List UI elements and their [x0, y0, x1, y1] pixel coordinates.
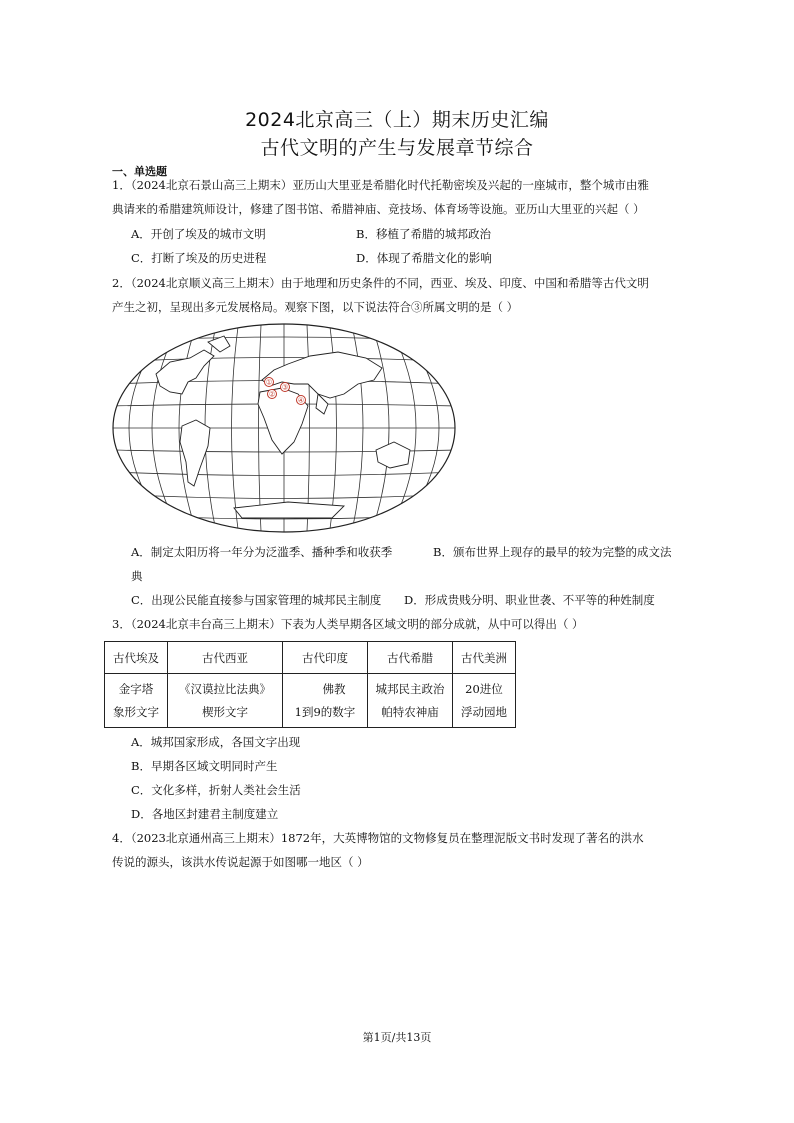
q2-stem-line1: 2．（2024北京顺义高三上期末）由于地理和历史条件的不同，西亚、埃及、印度、中国和希腊等古代文明	[112, 276, 649, 290]
q3-option-a[interactable]: A．城邦国家形成，各国文字出现	[131, 735, 301, 749]
table-cell: 20进位 浮动园地	[453, 674, 516, 728]
q1-option-b[interactable]: B．移植了希腊的城邦政治	[356, 227, 491, 241]
q2-option-a[interactable]: A．制定太阳历将一年分为泛滥季、播种季和收获季	[131, 545, 393, 559]
q2-option-b-cont: 典	[131, 569, 143, 583]
table-header: 古代西亚	[168, 642, 283, 674]
q1-option-d[interactable]: D．体现了希腊文化的影响	[356, 251, 492, 265]
q1-stem-line1: 1．（2024北京石景山高三上期末）亚历山大里亚是希腊化时代托勒密埃及兴起的一座城市，整个城市由雅	[112, 178, 649, 192]
q3-option-d[interactable]: D．各地区封建君主制度建立	[131, 807, 279, 821]
q1-option-a[interactable]: A．开创了埃及的城市文明	[131, 227, 266, 241]
q2-option-d[interactable]: D．形成贵贱分明、职业世袭、不平等的种姓制度	[404, 593, 655, 607]
q4-stem-line1: 4．（2023北京通州高三上期末）1872年，大英博物馆的文物修复员在整理泥版文书时发现了著名的洪水	[112, 831, 644, 845]
map-marker-3: ③	[281, 383, 289, 392]
civilization-table	[104, 641, 516, 728]
table-cell: 城邦民主政治 帕特农神庙	[368, 674, 453, 728]
q1-stem-line2: 典请来的希腊建筑师设计，修建了图书馆、希腊神庙、竞技场、体育场等设施。亚历山大里亚的兴起（ ）	[112, 202, 645, 216]
table-header: 古代埃及	[105, 642, 168, 674]
q2-stem-line2: 产生之初，呈现出多元发展格局。观察下图，以下说法符合③所属文明的是（ ）	[112, 300, 519, 314]
world-map	[112, 322, 458, 534]
map-marker-1: ①	[265, 378, 273, 387]
table-cell: 《汉谟拉比法典》 楔形文字	[168, 674, 283, 728]
page-number: 第1页/共13页	[362, 1031, 432, 1044]
q4-stem-line2: 传说的源头，该洪水传说起源于如图哪一地区（ ）	[112, 855, 369, 869]
table-header: 古代美洲	[453, 642, 516, 674]
page-subtitle: 古代文明的产生与发展章节综合	[260, 137, 534, 159]
page-title: 2024北京高三（上）期末历史汇编	[245, 109, 549, 131]
section-heading: 一、单选题	[112, 165, 167, 178]
map-marker-2: ②	[268, 390, 276, 399]
q1-option-c[interactable]: C．打断了埃及的历史进程	[131, 251, 267, 265]
map-marker-4: ④	[297, 396, 305, 405]
q2-option-b[interactable]: B．颁布世界上现存的最早的较为完整的成文法	[433, 545, 672, 559]
table-cell: 金字塔 象形文字	[105, 674, 168, 728]
q3-option-c[interactable]: C．文化多样，折射人类社会生活	[131, 783, 301, 797]
table-cell: 佛教 1到9的数字	[283, 674, 368, 728]
q3-stem: 3．（2024北京丰台高三上期末）下表为人类早期各区域文明的部分成就，从中可以得出（ ）	[112, 617, 584, 631]
table-header: 古代希腊	[368, 642, 453, 674]
q2-option-c[interactable]: C．出现公民能直接参与国家管理的城邦民主制度	[131, 593, 382, 607]
q3-option-b[interactable]: B．早期各区域文明同时产生	[131, 759, 278, 773]
table-header: 古代印度	[283, 642, 368, 674]
